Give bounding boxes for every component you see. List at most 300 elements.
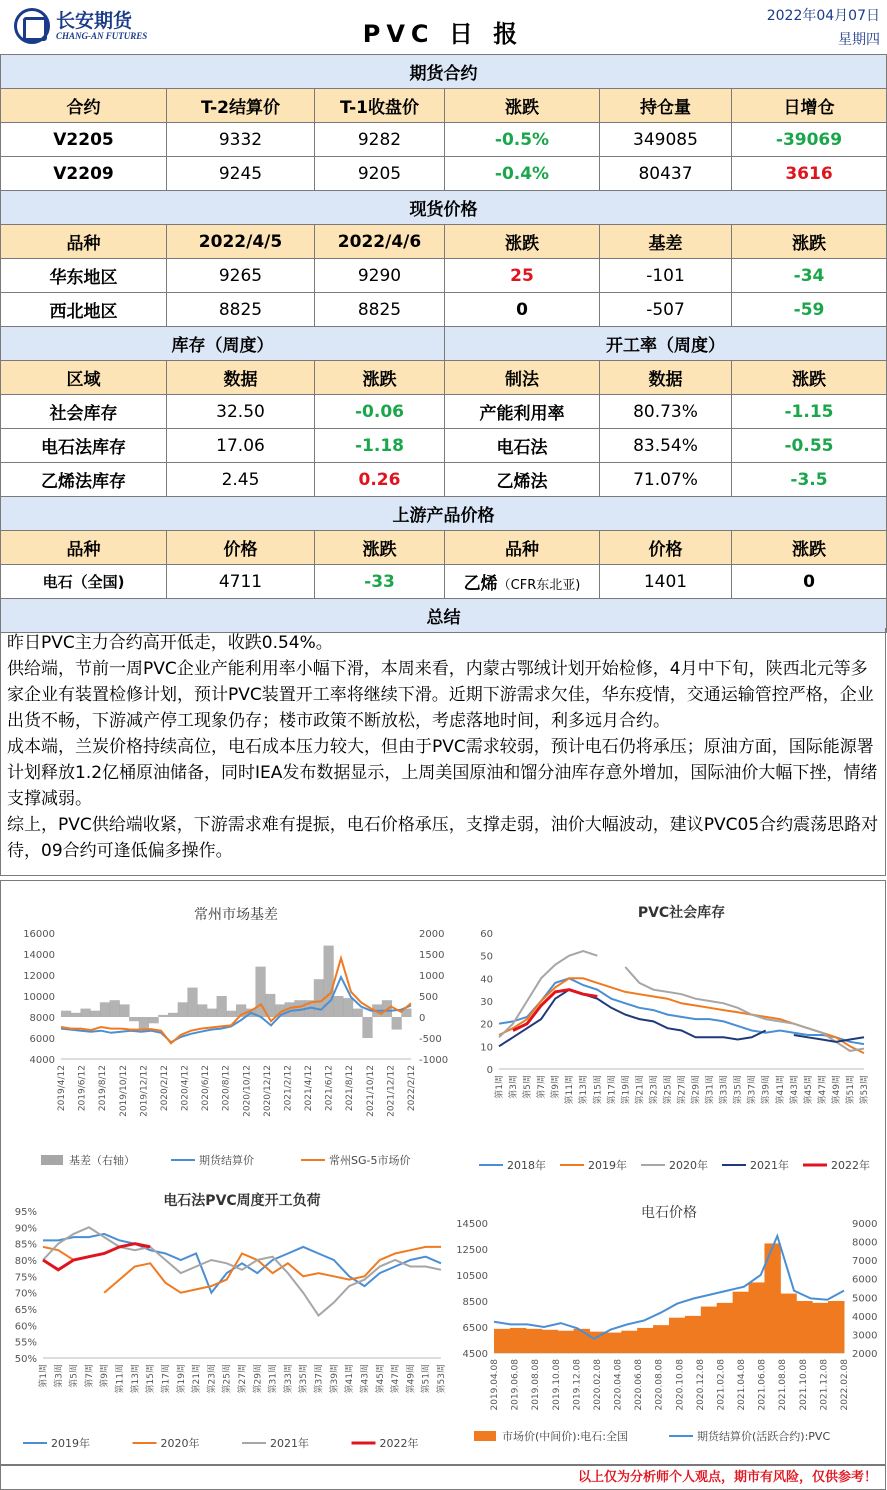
- x-tick-label: 第43周: [360, 1364, 371, 1394]
- operating-change: -0.55: [732, 429, 887, 463]
- y2-tick-label: -1000: [419, 1055, 449, 1066]
- area-bar: [558, 1331, 574, 1353]
- legend-label: 2022年: [831, 1159, 870, 1172]
- report-date: 2022年04月07日: [766, 8, 880, 24]
- x-tick-label: 第37周: [747, 1075, 758, 1105]
- area-bar: [187, 988, 197, 1017]
- inventory-section-title: 库存（周度）: [1, 327, 445, 361]
- summary-paragraph: 成本端，兰炭价格持续高位，电石成本压力较大，但由于PVC需求较弱，预计电石仍将承压；原油方面，国际能源署计划释放1.2亿桶原油储备，同时IEA发布数据显示，上周美国原油和馏分油库存意外增加，国际油价大幅下挫，情绪支撑减弱。: [7, 737, 878, 809]
- table-row: [1, 259, 887, 293]
- legend-swatch: [474, 1431, 496, 1441]
- area-bar: [749, 1282, 765, 1353]
- change-pct: -0.4%: [445, 157, 600, 191]
- area-bar: [226, 1011, 236, 1017]
- x-tick-label: 2021/2/12: [283, 1065, 294, 1112]
- table-row: [1, 123, 887, 157]
- y2-tick-label: 2000: [419, 929, 445, 940]
- area-bar: [90, 1011, 100, 1017]
- x-tick-label: 第41周: [775, 1075, 786, 1105]
- y2-tick-label: 1000: [419, 971, 445, 982]
- y2-tick-label: 8000: [852, 1237, 878, 1249]
- x-tick-label: 2021/12/12: [386, 1065, 397, 1117]
- area-bar: [494, 1329, 510, 1353]
- summary-paragraph: 综上，PVC供给端收紧，下游需求难有提振，电石价格承压，支撑走弱，油价大幅波动，建议PVC05合约震荡思路对待，09合约可逢低偏多操作。: [7, 815, 879, 861]
- col-header: 品种: [1, 531, 167, 565]
- col-header: 涨跌: [732, 531, 887, 565]
- x-tick-label: 第27周: [677, 1075, 688, 1105]
- y-tick-label: 60: [480, 929, 493, 940]
- product-name: 电石（全国): [1, 565, 167, 599]
- x-tick-label: 2019/8/12: [98, 1065, 109, 1112]
- y-tick-label: 14000: [23, 950, 55, 961]
- x-tick-label: 2020.10.08: [675, 1359, 686, 1411]
- x-tick-label: 第39周: [761, 1075, 772, 1105]
- chart-title: 常州市场基差: [194, 907, 278, 923]
- y2-tick-label: 3000: [852, 1330, 878, 1342]
- area-bar: [542, 1330, 558, 1353]
- area-bar: [589, 1332, 605, 1353]
- area-bar: [510, 1328, 526, 1353]
- legend-label: 2020年: [160, 1437, 200, 1450]
- y-tick-label: 12000: [23, 971, 55, 982]
- y-tick-label: 55%: [14, 1337, 37, 1349]
- y2-tick-label: 5000: [852, 1293, 878, 1305]
- legend-label: 2022年: [379, 1437, 419, 1450]
- change-pct: -0.5%: [445, 123, 600, 157]
- col-header: 涨跌: [732, 225, 887, 259]
- x-tick-label: 第15周: [593, 1075, 604, 1105]
- x-tick-label: 第1周: [39, 1364, 49, 1388]
- x-tick-label: 2019.04.08: [490, 1359, 500, 1411]
- area-bar: [333, 996, 343, 1017]
- col-header: 涨跌: [315, 531, 445, 565]
- area-bar: [110, 1000, 120, 1017]
- product-change: 0: [732, 565, 887, 599]
- x-tick-label: 第1周: [495, 1075, 505, 1099]
- inventory-change: -1.18: [315, 429, 445, 463]
- col-header: 品种: [445, 531, 600, 565]
- report-header: [0, 0, 886, 54]
- col-header: 涨跌: [732, 361, 887, 395]
- x-tick-label: 第53周: [860, 1075, 870, 1105]
- product-name-note: （CFR东北亚): [497, 578, 581, 593]
- area-bar: [343, 998, 353, 1017]
- x-tick-label: 第45周: [375, 1364, 386, 1394]
- x-tick-label: 2021/10/12: [365, 1065, 376, 1117]
- x-tick-label: 2021/6/12: [324, 1065, 335, 1112]
- y-tick-label: 80%: [14, 1256, 37, 1267]
- charts-panel: [0, 880, 886, 1465]
- operating-section-title: 开工率（周度）: [445, 327, 887, 361]
- y2-tick-label: 1500: [419, 950, 445, 961]
- col-header: 区域: [1, 361, 167, 395]
- col-header: 涨跌: [315, 361, 445, 395]
- method-name: 产能利用率: [445, 395, 600, 429]
- x-tick-label: 第17周: [607, 1075, 618, 1105]
- col-header: T-2结算价: [167, 89, 315, 123]
- legend-label: 常州SG-5市场价: [329, 1154, 411, 1167]
- table-row: [1, 293, 887, 327]
- logo-cn: 长安期货: [56, 10, 133, 32]
- area-bar: [637, 1328, 653, 1353]
- chart-social-inventory: [444, 881, 887, 1181]
- x-tick-label: 第47周: [391, 1364, 402, 1394]
- x-tick-label: 第7周: [84, 1364, 95, 1388]
- x-tick-label: 2020/12/12: [262, 1065, 273, 1117]
- method-name: 乙烯法: [445, 463, 600, 497]
- x-tick-label: 第19周: [621, 1075, 632, 1105]
- product-price: 1401: [600, 565, 732, 599]
- price-prev: 8825: [167, 293, 315, 327]
- settle-price: 9245: [167, 157, 315, 191]
- series-line: [43, 1234, 441, 1293]
- inventory-type: 乙烯法库存: [1, 463, 167, 497]
- x-tick-label: 2021/4/12: [304, 1065, 315, 1112]
- table-row: [1, 429, 887, 463]
- close-price: 9282: [315, 123, 445, 157]
- area-bar: [685, 1316, 701, 1353]
- x-tick-label: 第49周: [831, 1075, 842, 1105]
- close-price: 9205: [315, 157, 445, 191]
- col-header: 制法: [445, 361, 600, 395]
- chart-operating-load: [1, 1181, 447, 1466]
- open-interest: 80437: [600, 157, 732, 191]
- series-line: [499, 978, 864, 1053]
- x-tick-label: 2019.08.08: [531, 1359, 542, 1411]
- method-name: 电石法: [445, 429, 600, 463]
- x-tick-label: 第29周: [253, 1364, 264, 1394]
- col-header: T-1收盘价: [315, 89, 445, 123]
- y2-tick-label: 7000: [852, 1256, 878, 1268]
- basis-change: -34: [732, 259, 887, 293]
- y-tick-label: 10: [480, 1042, 493, 1054]
- x-tick-label: 第23周: [649, 1075, 660, 1105]
- area-bar: [71, 1013, 81, 1017]
- x-tick-label: 第5周: [69, 1364, 80, 1388]
- x-tick-label: 第29周: [691, 1075, 702, 1105]
- legend-label: 2019年: [588, 1159, 627, 1172]
- operating-change: -3.5: [732, 463, 887, 497]
- spot-section-title: 现货价格: [1, 191, 887, 225]
- chart-carbide-price: [444, 1181, 887, 1466]
- x-tick-label: 2020/8/12: [221, 1065, 232, 1112]
- area-bar: [733, 1292, 749, 1353]
- area-bar: [149, 1017, 159, 1023]
- col-header: 涨跌: [445, 89, 600, 123]
- col-header: 合约: [1, 89, 167, 123]
- oi-change: 3616: [732, 157, 887, 191]
- x-tick-label: 第19周: [176, 1364, 187, 1394]
- area-bar: [717, 1303, 733, 1353]
- legend-label: 期货结算价: [199, 1154, 254, 1167]
- operating-rate: 71.07%: [600, 463, 732, 497]
- legend-swatch: [41, 1155, 63, 1165]
- y-tick-label: 10000: [23, 992, 55, 1003]
- legend-label: 期货结算价(活跃合约):PVC: [697, 1430, 831, 1443]
- summary-text: [0, 628, 886, 876]
- x-tick-label: 2021.10.08: [798, 1359, 809, 1411]
- operating-rate: 83.54%: [600, 429, 732, 463]
- x-tick-label: 2020/10/12: [242, 1065, 253, 1117]
- col-header: 价格: [600, 531, 732, 565]
- legend-label: 2020年: [669, 1159, 708, 1172]
- x-tick-label: 2021.04.08: [737, 1359, 748, 1411]
- area-bar: [80, 1009, 90, 1017]
- x-tick-label: 2020.04.08: [613, 1359, 624, 1411]
- x-tick-label: 2022/2/12: [407, 1065, 417, 1112]
- x-tick-label: 第11周: [565, 1075, 576, 1105]
- x-tick-label: 第35周: [733, 1075, 744, 1105]
- summary-paragraph: 供给端，节前一周PVC企业产能利用率小幅下滑，本周来看，内蒙古鄂绒计划开始检修，4月中下旬，陕西北元等多家企业有装置检修计划，预计PVC装置开工率将继续下滑。近期下游需求欠佳，华东疫情，交通运输管控严格，企业出货不畅，下游减产停工现象仍存；楼市政策不断放松，考虑落地时间，利多远月合约。: [7, 659, 874, 731]
- y-tick-label: 90%: [14, 1223, 37, 1235]
- area-bar: [621, 1331, 637, 1353]
- area-bar: [129, 1017, 139, 1021]
- table-row: [1, 395, 887, 429]
- x-tick-label: 2020.06.08: [634, 1359, 645, 1411]
- area-bar: [100, 1002, 110, 1017]
- chart-basis: [1, 881, 449, 1181]
- summary-paragraph: 昨日PVC主力合约高开低走，收跌0.54%。: [7, 633, 333, 653]
- x-tick-label: 第31周: [268, 1364, 279, 1394]
- report-title: PVC 日 报: [362, 20, 524, 48]
- area-bar: [362, 1017, 372, 1038]
- area-bar: [353, 1009, 363, 1017]
- product-name-main: 乙烯: [463, 574, 498, 594]
- y-tick-label: 60%: [14, 1321, 37, 1333]
- y2-tick-label: -500: [419, 1034, 442, 1045]
- area-bar: [574, 1329, 590, 1353]
- area-bar: [197, 1004, 207, 1017]
- x-tick-label: 第7周: [537, 1075, 548, 1099]
- area-bar: [828, 1301, 844, 1353]
- price-curr: 9290: [315, 259, 445, 293]
- product-name: [445, 565, 600, 599]
- x-tick-label: 第21周: [192, 1364, 203, 1394]
- x-tick-label: 第31周: [705, 1075, 716, 1105]
- x-tick-label: 2020.02.08: [592, 1359, 603, 1411]
- y2-tick-label: 0: [419, 1013, 426, 1024]
- basis: -507: [600, 293, 732, 327]
- x-tick-label: 第25周: [663, 1075, 674, 1105]
- operating-rate: 80.73%: [600, 395, 732, 429]
- chart-title: 电石法PVC周度开工负荷: [163, 1193, 321, 1209]
- logo-en: CHANG-AN FUTURES: [56, 31, 148, 41]
- legend-label: 市场价(中间价):电石:全国: [502, 1430, 628, 1443]
- y2-tick-label: 2000: [852, 1349, 878, 1360]
- x-tick-label: 2019.12.08: [572, 1359, 583, 1411]
- x-tick-label: 第15周: [146, 1364, 157, 1394]
- price-change: 25: [445, 259, 600, 293]
- area-bar: [168, 1013, 178, 1017]
- y-tick-label: 14500: [456, 1219, 488, 1230]
- inventory-change: 0.26: [315, 463, 445, 497]
- area-bar: [158, 1015, 168, 1017]
- inventory-type: 电石法库存: [1, 429, 167, 463]
- y-tick-label: 30: [480, 997, 493, 1008]
- x-tick-label: 第17周: [161, 1364, 172, 1394]
- col-header: 2022/4/6: [315, 225, 445, 259]
- y-tick-label: 50: [480, 951, 493, 963]
- area-bar: [812, 1303, 828, 1353]
- x-tick-label: 2020/6/12: [201, 1065, 212, 1112]
- y-tick-label: 0: [486, 1065, 493, 1076]
- table-row: [1, 565, 887, 599]
- x-tick-label: 2019.06.08: [510, 1359, 521, 1411]
- inventory-type: 社会库存: [1, 395, 167, 429]
- x-tick-label: 第13周: [130, 1364, 141, 1394]
- x-tick-label: 第35周: [299, 1364, 310, 1394]
- futures-table: [0, 54, 887, 633]
- col-header: 数据: [167, 361, 315, 395]
- x-tick-label: 2020.08.08: [654, 1359, 665, 1411]
- x-tick-label: 第37周: [314, 1364, 325, 1394]
- x-tick-label: 第39周: [329, 1364, 340, 1394]
- x-tick-label: 第3周: [54, 1364, 65, 1388]
- y-tick-label: 16000: [23, 929, 55, 940]
- x-tick-label: 2021.08.08: [778, 1359, 789, 1411]
- area-bar: [207, 1009, 217, 1017]
- x-tick-label: 第27周: [238, 1364, 248, 1394]
- settle-price: 9332: [167, 123, 315, 157]
- area-bar: [796, 1301, 812, 1353]
- x-tick-label: 2019.10.08: [551, 1359, 562, 1411]
- col-header: 持仓量: [600, 89, 732, 123]
- product-change: -33: [315, 565, 445, 599]
- y-tick-label: 8000: [29, 1013, 55, 1024]
- y-tick-label: 75%: [14, 1272, 37, 1284]
- chart-title: PVC社会库存: [637, 905, 726, 921]
- area-bar: [526, 1329, 542, 1353]
- y-tick-label: 10500: [456, 1271, 488, 1282]
- x-tick-label: 第49周: [406, 1364, 417, 1394]
- x-tick-label: 第53周: [437, 1364, 447, 1394]
- x-tick-label: 2019/4/12: [57, 1065, 67, 1112]
- area-bar: [605, 1333, 621, 1353]
- x-tick-label: 第13周: [579, 1075, 590, 1105]
- contract-name: V2205: [1, 123, 167, 157]
- y-tick-label: 50%: [14, 1354, 37, 1365]
- series-line: [499, 990, 864, 1047]
- col-header: 数据: [600, 361, 732, 395]
- area-bar: [178, 1002, 188, 1017]
- x-tick-label: 2021.02.08: [716, 1359, 727, 1411]
- x-tick-label: 2019/12/12: [139, 1065, 150, 1117]
- y-tick-label: 4500: [462, 1349, 488, 1360]
- area-bar: [139, 1017, 149, 1030]
- operating-change: -1.15: [732, 395, 887, 429]
- basis: -101: [600, 259, 732, 293]
- y2-tick-label: 9000: [852, 1219, 878, 1230]
- x-tick-label: 2021/8/12: [345, 1065, 356, 1112]
- y-tick-label: 8500: [462, 1297, 488, 1308]
- x-tick-label: 2022.02.08: [840, 1359, 850, 1411]
- inventory-change: -0.06: [315, 395, 445, 429]
- x-tick-label: 第51周: [421, 1364, 432, 1394]
- inventory-value: 32.50: [167, 395, 315, 429]
- y-tick-label: 20: [480, 1019, 493, 1031]
- y2-tick-label: 6000: [852, 1274, 878, 1286]
- open-interest: 349085: [600, 123, 732, 157]
- y-tick-label: 6500: [462, 1323, 488, 1334]
- col-header: 品种: [1, 225, 167, 259]
- x-tick-label: 第41周: [345, 1364, 356, 1394]
- x-tick-label: 2020/4/12: [180, 1065, 191, 1112]
- col-header: 基差: [600, 225, 732, 259]
- y-tick-label: 65%: [14, 1305, 37, 1316]
- x-tick-label: 第47周: [817, 1075, 828, 1105]
- upstream-section-title: 上游产品价格: [1, 497, 887, 531]
- y-tick-label: 70%: [14, 1288, 37, 1300]
- area-bar: [780, 1294, 796, 1353]
- col-header: 2022/4/5: [167, 225, 315, 259]
- x-tick-label: 第33周: [719, 1075, 730, 1105]
- y-tick-label: 40: [480, 974, 493, 986]
- col-header: 价格: [167, 531, 315, 565]
- chart-title: 电石价格: [641, 1205, 697, 1221]
- x-tick-label: 第21周: [635, 1075, 646, 1105]
- col-header: 日增仓: [732, 89, 887, 123]
- area-bar: [314, 979, 324, 1017]
- table-row: [1, 157, 887, 191]
- footer-disclaimer: 以上仅为分析师个人观点，期市有风险，仅供参考！: [0, 1465, 886, 1490]
- x-tick-label: 第51周: [845, 1075, 856, 1105]
- region-name: 华东地区: [1, 259, 167, 293]
- x-tick-label: 第25周: [222, 1364, 233, 1394]
- report-date-block: [767, 4, 880, 52]
- area-bar: [217, 996, 227, 1017]
- legend-label: 基差（右轴）: [69, 1154, 135, 1167]
- y-tick-label: 4000: [29, 1055, 55, 1066]
- report-weekday: 星期四: [838, 32, 880, 48]
- x-tick-label: 第43周: [789, 1075, 800, 1105]
- x-tick-label: 第11周: [115, 1364, 126, 1394]
- area-bar: [119, 1004, 129, 1017]
- x-tick-label: 第45周: [803, 1075, 814, 1105]
- x-tick-label: 2020/2/12: [159, 1065, 170, 1112]
- price-prev: 9265: [167, 259, 315, 293]
- oi-change: -39069: [732, 123, 887, 157]
- legend-label: 2021年: [270, 1437, 309, 1450]
- x-tick-label: 第33周: [283, 1364, 294, 1394]
- inventory-value: 17.06: [167, 429, 315, 463]
- x-tick-label: 第5周: [523, 1075, 534, 1099]
- y2-tick-label: 4000: [852, 1311, 878, 1323]
- x-tick-label: 2021.06.08: [757, 1359, 768, 1411]
- region-name: 西北地区: [1, 293, 167, 327]
- x-tick-label: 第3周: [509, 1075, 520, 1099]
- series-line: [513, 990, 597, 1031]
- legend-label: 2019年: [51, 1437, 90, 1450]
- area-bar: [61, 1011, 71, 1017]
- inventory-value: 2.45: [167, 463, 315, 497]
- price-curr: 8825: [315, 293, 445, 327]
- x-tick-label: 2021.12.08: [819, 1359, 830, 1411]
- futures-section-title: 期货合约: [1, 55, 887, 89]
- legend-label: 2018年: [507, 1159, 546, 1172]
- y-tick-label: 6000: [29, 1034, 55, 1045]
- product-price: 4711: [167, 565, 315, 599]
- legend-label: 2021年: [750, 1159, 789, 1172]
- area-bar: [653, 1325, 669, 1353]
- x-tick-label: 2019/10/12: [118, 1065, 129, 1117]
- area-bar: [701, 1307, 717, 1353]
- x-tick-label: 第9周: [551, 1075, 562, 1099]
- contract-name: V2209: [1, 157, 167, 191]
- x-tick-label: 2020.12.08: [695, 1359, 706, 1411]
- basis-change: -59: [732, 293, 887, 327]
- y2-tick-label: 500: [419, 992, 439, 1003]
- x-tick-label: 第23周: [207, 1364, 218, 1394]
